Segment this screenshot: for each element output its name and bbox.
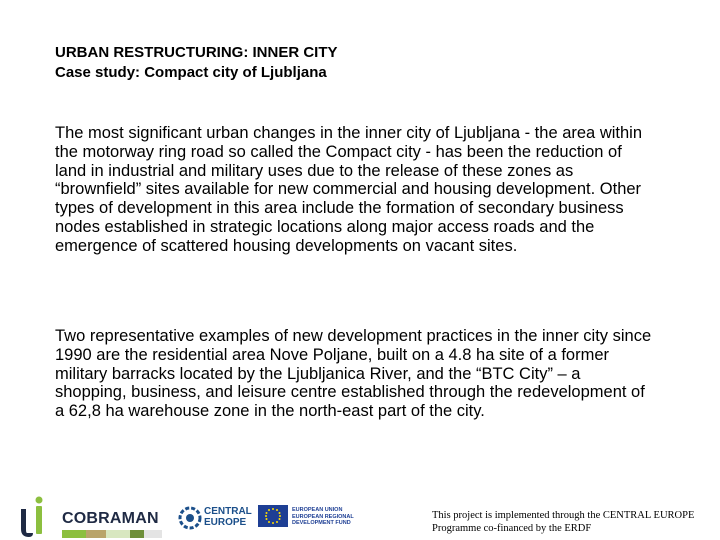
central-europe-emblem-icon (178, 506, 202, 530)
footer-funding-note (432, 509, 718, 535)
cobraman-logo-text: COBRAMAN (62, 510, 159, 527)
central-europe-logo (178, 504, 256, 532)
page-title: URBAN RESTRUCTURING: INNER CITY (55, 44, 338, 61)
eu-logo (258, 505, 354, 531)
cobraman-color-bar (62, 530, 162, 538)
footer (0, 492, 720, 540)
footer-note-line-2: Programme co-financed by the ERDF (432, 523, 592, 534)
eu-line-1: EUROPEAN UNION (292, 507, 343, 513)
footer-note-line-1: This project is implemented through the CENTRAL EUROPE (432, 510, 695, 521)
body-paragraph-1: The most significant urban changes in the inner city of Ljubljana - the area within the motorway ring road so called the Compact city - has been the reduction of land in industrial and military uses due to the release of these zones as “brownfield” sites available for new commercial and housing development. Other types of development in this area include the formation of secondary business nodes established in strategic locations along major access roads and the emergence of scattered housing developments on vacant sites. (55, 124, 642, 255)
eu-line-2: EUROPEAN REGIONAL (292, 513, 354, 520)
title-block (55, 43, 338, 83)
central-europe-line-2: EUROPE (204, 517, 247, 528)
body-paragraph-2: Two representative examples of new development practices in the inner city since 1990 are the residential area Nove Poljane, built on a 4.8 ha site of a former military barracks located by the Ljubljanica River, and the “BTC City” – a shopping, business, and leisure centre established through the redevelopment of a 62,8 ha warehouse zone in the north-east part of the city. (55, 327, 652, 421)
ui-logo-icon (18, 495, 46, 540)
page-subtitle: Case study: Compact city of Ljubljana (55, 64, 327, 81)
cobraman-logo (62, 510, 162, 538)
eu-flag-icon (258, 505, 288, 527)
central-europe-line-1: CENTRAL (204, 506, 252, 517)
eu-line-3: DEVELOPMENT FUND (292, 520, 351, 526)
